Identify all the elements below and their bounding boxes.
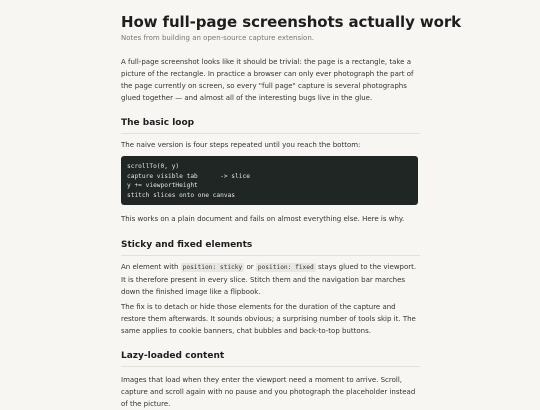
- basic-loop-followup-paragraph: This works on a plain document and fails on almost everything else. Here is why.: [121, 215, 405, 223]
- page-title: How full-page screenshots actually work: [121, 13, 462, 31]
- sticky-fix-paragraph: The fix is to detach or hide those elements for the duration of the capture and restore them afterwards. It sounds obvious; a surprising number of tools skip it. The same applies to cookie banners, chat bubbles and back-to-top buttons.: [121, 303, 416, 335]
- code-block: [121, 156, 418, 205]
- code-line: scrollTo(0, y): [127, 163, 180, 170]
- sticky-text-a: An element with: [121, 263, 181, 271]
- basic-loop-paragraph: The naive version is four steps repeated until you reach the bottom:: [121, 141, 361, 149]
- sticky-text-b: or: [244, 263, 256, 271]
- page-subtitle: Notes from building an open-source capture extension.: [121, 34, 315, 42]
- section-heading-lazy-loaded: Lazy-loaded content: [121, 351, 420, 367]
- sticky-text-c: stays glued to the viewport. It is therefore present in every slice. Stitch them and the navigation bar marches down the finished image like a flipbook.: [121, 263, 417, 296]
- code-line: capture visible tab -> slice: [127, 172, 250, 180]
- sticky-paragraph: [121, 261, 420, 298]
- lazy-loaded-paragraph: Images that load when they enter the viewport need a moment to arrive. Scroll, capture and scroll again with no pause and you photograph the placeholder instead of the picture.: [121, 376, 416, 408]
- inline-code-sticky: position: sticky: [182, 264, 243, 271]
- inline-code-fixed: position: fixed: [257, 264, 314, 271]
- section-heading-sticky-fixed: Sticky and fixed elements: [121, 240, 420, 256]
- code-line: y += viewportHeight: [127, 182, 198, 189]
- intro-paragraph: A full-page screenshot looks like it should be trivial: the page is a rectangle, take a picture of the rectangle. In practice a browser can only ever photograph the part of the page currently on screen, so every "full page" capture is several photographs glued together — and almost all of the interesting bugs live in the glue.: [121, 58, 414, 102]
- code-line: stitch slices onto one canvas: [127, 191, 236, 199]
- section-heading-basic-loop: The basic loop: [121, 118, 420, 134]
